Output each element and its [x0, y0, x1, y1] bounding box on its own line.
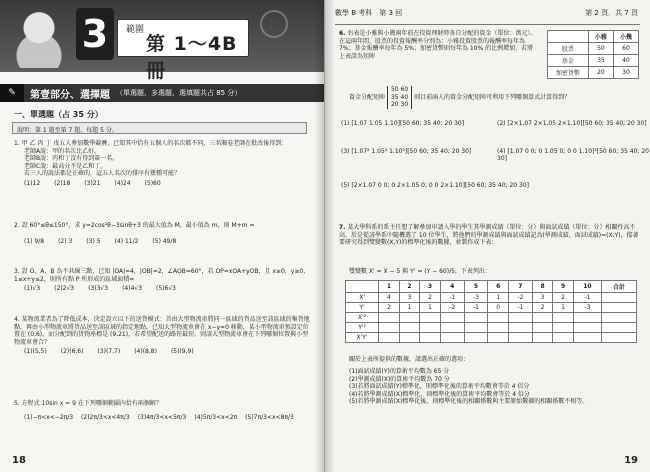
q6-option-4: (4) [1.07 0 0; 0 1.05 0; 0 0 1.10]²[50 60; 35 40; 20 30] [497, 148, 649, 162]
gutter-shadow [314, 0, 324, 472]
option: (5)6√3 [156, 285, 177, 292]
header-center: 數學 B 考科 第 3 回 [335, 9, 403, 17]
q-number: 4. [14, 316, 20, 323]
page-number-left: 18 [12, 455, 26, 466]
section-header [0, 84, 325, 102]
option: (2)2√3 [54, 285, 75, 292]
gutter-shadow [325, 0, 335, 472]
mathematician-portrait [10, 6, 68, 68]
option: (3)(7,7) [97, 348, 121, 355]
question-7-text: 7. 某大學科系的系主任想了解參加申請入學的學生其學測成績（單位：分）與面試成績（單位：分）相關性高不高，於是從該學系中隨機選了 10 位學生，將他們的學測成績與面試成績記為(學測成績，面試成績)=(X,Y)，接著要研究得到雙變數(X,Y)的標準化後的數據，並製作成下表： [339, 224, 639, 246]
option: (3) 5 [86, 237, 101, 245]
q-line: 老師C說：最高分不是乙和丁。 [24, 162, 107, 170]
q7-options [349, 368, 639, 406]
option: (1)(5,5) [24, 348, 47, 355]
option: (1)12 [24, 179, 41, 187]
page-number-right: 19 [624, 455, 638, 466]
q-line: 老師A說：甲的名次比乙好。 [24, 147, 101, 155]
q6-option-2: (2) [2×1.07 2×1.05 2×1.10][50 60; 35 40; 20 30] [497, 120, 647, 127]
q7-table: 1 2 3 4 5 6 7 8 9 10 合計 X' 4 3 2 -1 -3 1 -2 3 2 -1 Y' 2 1 1 -2 -1 0 -1 2 1 -3 X'² Y'² X'Y' [345, 280, 637, 343]
header-rule [335, 24, 640, 25]
q-number: 1. [14, 140, 20, 147]
q6-option-3: (3) [1.07² 1.05² 1.10²][50 60; 35 40; 20 30] [341, 148, 472, 155]
option: (4) 11/2 [114, 237, 139, 245]
q7-option-4: (4)若將學測成績(X)標準化，則標準化後的算術平均數會等於 4 倍分 [349, 390, 530, 398]
q-text: 方程式 10sin x = 9 在下列哪個範圍內恰有兩個解？ [21, 400, 162, 407]
q6-matrix-label: 資金分配矩陣 [349, 93, 386, 101]
header-right: 第 2 頁．共 7 頁 [585, 9, 638, 17]
q-number: 3. [14, 268, 20, 275]
right-page [325, 0, 650, 472]
page-header [325, 0, 650, 26]
pencil-icon: ✎ [0, 84, 24, 102]
q-text: 某物流業者為了降低成本，決定設立以下的送貨模式：首由大型物流車將同一區域的貨品送至該區域的集貨地點，再由小型物流車將貨品送至該區域的指定地點，已知大型物流車會在 x−y=0 移動，某小型物流車預設定位置在 (0,6)，而分配到的貨物座標是 (9,21)，若希望配送的路徑最短，則該大型物流車會在下列哪個位置與小型物流車會合？ [14, 316, 310, 346]
option: (4)24 [114, 179, 131, 187]
q-line: 若三人的說法都是正確的，這五人名次的排序有幾種可能？ [24, 170, 181, 177]
option: (5) 49/8 [152, 237, 177, 245]
question-3 [14, 268, 314, 293]
section-title: 第壹部分、選擇題 [30, 89, 110, 101]
q-text: 設 O、A、B 為不共線三點，已知 |OA|=4，|OB|=2，∠AOB=60°，若 OP=xOA+yOB，且 x≥0，y≥0，1≤x+y≤2，則所有點 P 所形成的區域面積= [14, 268, 310, 283]
q6-matrix: 50 60 35 40 20 30 [387, 86, 412, 109]
q7-option-3: (3)若將面試成績(Y)標準化，則標準化後的算術平均數會等於 4 倍分 [349, 383, 530, 390]
question-5 [14, 400, 314, 421]
option: (1)−π<x<−2π/3 [24, 413, 74, 421]
q6-question: 則目前兩人的資金分配矩陣可利用下列哪個算式計算得到？ [414, 93, 571, 101]
option: (2)(6,6) [60, 348, 84, 355]
q-text: 設 60°≤θ≤150°，求 y=2cos²θ−3sinθ+3 的最大值為 M，最小值為 m，則 M+m = [21, 222, 255, 229]
q-number: 2. [14, 222, 20, 229]
option: (5)(9,9) [170, 348, 194, 355]
unit-number: 3 [76, 8, 114, 60]
option: (5)60 [144, 179, 161, 187]
q6-matrix-line [349, 86, 639, 109]
option: (3)21 [84, 179, 101, 187]
question-4 [14, 316, 314, 356]
instruction-box: 說明：第 1 題至第 7 題，每題 5 分。 [12, 122, 307, 134]
option: (1) 9/8 [24, 237, 45, 245]
q-text: 甲 乙 丙 丁 戊五人參加數學競賽，已知其中恰有五個人的名次都不同，三名閱卷老師在批改後得到： [21, 140, 288, 147]
option: (2)18 [54, 179, 71, 187]
decoration-circle [260, 10, 288, 38]
q6-table: 小雅 小幾 股票 50 60 基金 35 40 加密貨幣 20 30 [547, 30, 639, 79]
q-number: 5. [14, 400, 20, 407]
unit-banner [0, 0, 325, 82]
range-box [117, 19, 249, 82]
q7-subtitle: 雙變數 X' = X − 5 與 Y' = (Y − 60)/5，下表列出： [349, 268, 491, 275]
subsection-title: 一、單選題（占 35 分） [14, 110, 103, 119]
option: (3)3√3 [88, 285, 109, 292]
option: (4)(8,8) [134, 348, 157, 355]
section-subtitle: （單選題、多選題、選填題共占 85 分） [116, 89, 242, 97]
option: (2)2π/3<x<4π/3 [81, 413, 130, 421]
q-line: 老師B說：丙和丁沒有得到第一名。 [24, 155, 119, 162]
question-6-text: 6. 右表是小雅與小幾兩年前在投資理財時各自分配的資金（單位：萬元）。在這兩年間，股票的投資報酬率分別為：小雅投資股票的報酬率每年為 7%；基金報酬率每年為 5%；加密貨幣則每年為 10% 的比例增加，若將上表設為矩陣 [339, 30, 537, 60]
range-label: 範圍 [126, 25, 145, 35]
q7-question: 關於上表所提供的數據，請選出正確的選項： [349, 356, 470, 363]
q6-option-5: (5) [2×1.07 0 0; 0 2×1.05 0; 0 0 2×1.10][50 60; 35 40; 20 30] [341, 182, 529, 189]
option: (5)7π/3<x<8π/3 [245, 413, 294, 421]
q7-option-1: (1)面試成績(Y)的算術平均數為 65 分 [349, 368, 450, 375]
question-1 [14, 140, 314, 187]
q6-option-1: (1) [1.07 1.05 1.10][50 60; 35 40; 20 30] [341, 120, 465, 127]
option: (1)√3 [24, 285, 41, 292]
question-2 [14, 222, 314, 245]
q7-option-2: (2)學測成績(X)的算術平均數為 70 分 [349, 375, 450, 383]
option: (2) 3 [58, 237, 73, 245]
q7-option-5: (5)若將學測成績(X)標準化後，則標準化後的相關係數與主要原始數據的相關係數不相等。 [349, 398, 589, 405]
option: (4)4√3 [122, 285, 143, 292]
range-text: 第 1～4B 冊 [146, 33, 238, 82]
option: (4)5π/3<x<2π [194, 413, 238, 421]
option: (3)4π/3<x<5π/3 [137, 413, 187, 421]
